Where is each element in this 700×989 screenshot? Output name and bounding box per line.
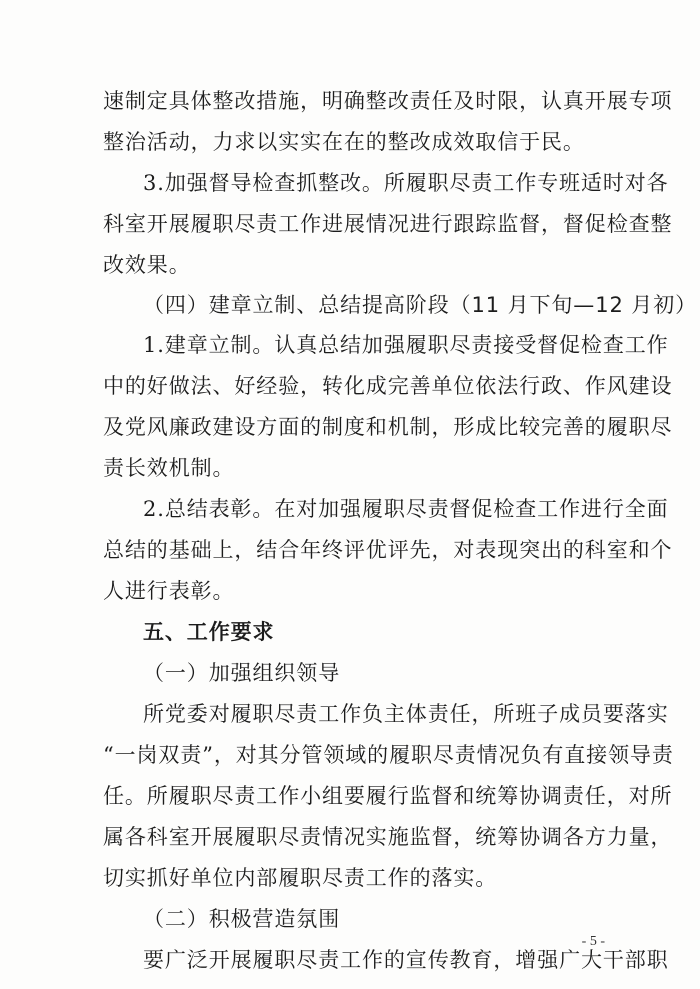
body-line: 人进行表彰。 <box>103 579 235 603</box>
body-line: 中的好做法、好经验，转化成完善单位依法行政、作风建设 <box>103 374 673 398</box>
body-line: 整治活动，力求以实实在在的整改成效取信于民。 <box>103 130 585 154</box>
page-number: - 5 - <box>581 934 605 949</box>
body-line: 科室开展履职尽责工作进展情况进行跟踪监督，督促检查整 <box>103 212 673 236</box>
body-line: 1.建章立制。认真总结加强履职尽责接受督促检查工作 <box>143 333 669 357</box>
body-line: 改效果。 <box>103 253 191 277</box>
body-line: 所党委对履职尽责工作负主体责任，所班子成员要落实 <box>143 702 669 726</box>
body-line: 任。所履职尽责工作小组要履行监督和统筹协调责任，对所 <box>103 784 673 808</box>
body-line: “一岗双责”，对其分管领域的履职尽责情况负有直接领导责 <box>103 743 674 767</box>
body-line: 切实抓好单位内部履职尽责工作的落实。 <box>103 866 498 890</box>
body-line: 总结的基础上，结合年终评优评先，对表现突出的科室和个 <box>103 538 673 562</box>
body-line: 速制定具体整改措施，明确整改责任及时限，认真开展专项 <box>103 89 673 113</box>
subsection-heading: （一）加强组织领导 <box>143 661 341 685</box>
chapter-heading: 五、工作要求 <box>143 620 275 644</box>
body-line: 3.加强督导检查抓整改。所履职尽责工作专班适时对各 <box>143 171 669 195</box>
body-line: 属各科室开展履职尽责情况实施监督，统筹协调各方力量， <box>103 825 673 849</box>
body-line: 要广泛开展履职尽责工作的宣传教育，增强广大干部职 <box>143 948 669 972</box>
body-line: 及党风廉政建设方面的制度和机制，形成比较完善的履职尽 <box>103 415 673 439</box>
body-line: 2.总结表彰。在对加强履职尽责督促检查工作进行全面 <box>143 497 669 521</box>
body-line: 责长效机制。 <box>103 456 235 480</box>
section-heading: （四）建章立制、总结提高阶段（11 月下旬—12 月初） <box>143 293 697 317</box>
subsection-heading: （二）积极营造氛围 <box>143 907 341 931</box>
